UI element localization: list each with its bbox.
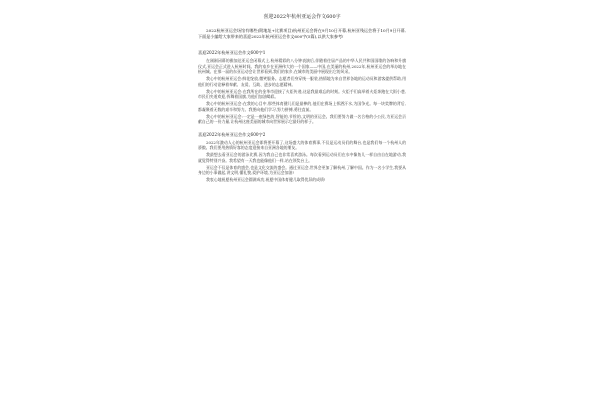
section-2-paragraph: 亚运会不仅是体育的盛会,也是文化交流的盛会。通过亚运会,世界会更加了解杭州,了解中国。作为一名小学生,我要从身边的小事做起,讲文明,懂礼貌,爱护环境,为亚运会加油! — [198, 164, 406, 176]
section-2-heading: 喜迎2022年杭州亚运会作文600字2 — [198, 131, 266, 137]
section-1-paragraph: 我心中的杭州亚运会:在我的心目中,那些体育健儿们是最棒的,他们在赛场上挥洒汗水,为国争光。每一块奖牌的背后,都凝聚着无数的艰辛和努力。我要向他们学习,努力拼搏,勇往直前。 — [198, 101, 406, 112]
document-body — [198, 14, 406, 185]
section-2-paragraph: 我衷心地祝愿杭州亚运会圆满成功,祝愿中国体育健儿取得优异的成绩! — [206, 177, 326, 183]
section-2-paragraph: 2022年激动人心的杭州亚运会即将要开幕了,这场盛大的体育赛事,不仅是运动员们的舞台,也是我们每一个杭州人的骄傲。我们要用热情好客的态度迎接来自亚洲各地的朋友。 — [198, 139, 406, 150]
section-2-paragraph: 我最想去看亚运会的游泳比赛,因为我自己也非常喜欢游泳。每次看到运动员们在水中像鱼儿一样自由自在地游动,我就觉得特别兴奋。我希望有一天我也能像他们一样,站在领奖台上。 — [198, 152, 406, 163]
intro-paragraph: 2022杭州亚运会场馆有哪些(附地址+比赛项目)杭州亚运会将在9月10日开幕,杭州亚残运会将于10月9日开幕,下面是小编给大家带来的喜迎2022年杭州亚运会作文600字(5篇),以供大家参考! — [198, 28, 406, 40]
section-1-paragraph: 在刚刚闭幕的雅加达亚运会闭幕式上,杭州精彩的八分钟表演后,伴随着往届产品的中华人民共和国国歌的各响和升旗仪式,亚运会正式进入杭州时间。我的家乡在亚洲伟大的一个国家——中国,在美丽的杭州,2022年,杭州亚运会的举办地在杭州城。在那一届的东亚运动会让世界看到,我们的家乡,在城市的美丽中展现出它的风采。 — [198, 58, 406, 74]
section-1-paragraph: 我心中的杭州亚运会:一定是一座绿色的,智能的,节俭的,文明的亚运会。我们要努力做一名合格的小公民,为亚运会贡献自己的一份力量,让杭州这座美丽的城市向世界展示它最好的样子。 — [198, 114, 406, 125]
section-1-heading: 喜迎2022年杭州亚运会作文600字1 — [198, 50, 266, 56]
document-title: 喜迎2022年杭州亚运会作文600字 — [263, 14, 341, 20]
section-1-paragraph: 我心中的杭州亚运会:鲜花绽放,微笑服务。志愿者们身穿统一服装,热情地为来自世界各地的运动员和游客提供帮助,用他们的行动诠释着奉献、友爱、互助、进步的志愿精神。 — [198, 76, 406, 87]
section-1-paragraph: 我心中的杭州亚运会:在我所在的金华市迎接了火炬传递,这是我最难忘的时刻。火炬手们高举着火炬奔跑在大街小巷,市民们夹道欢迎,挥舞着国旗,为他们加油喝彩。 — [198, 88, 406, 100]
